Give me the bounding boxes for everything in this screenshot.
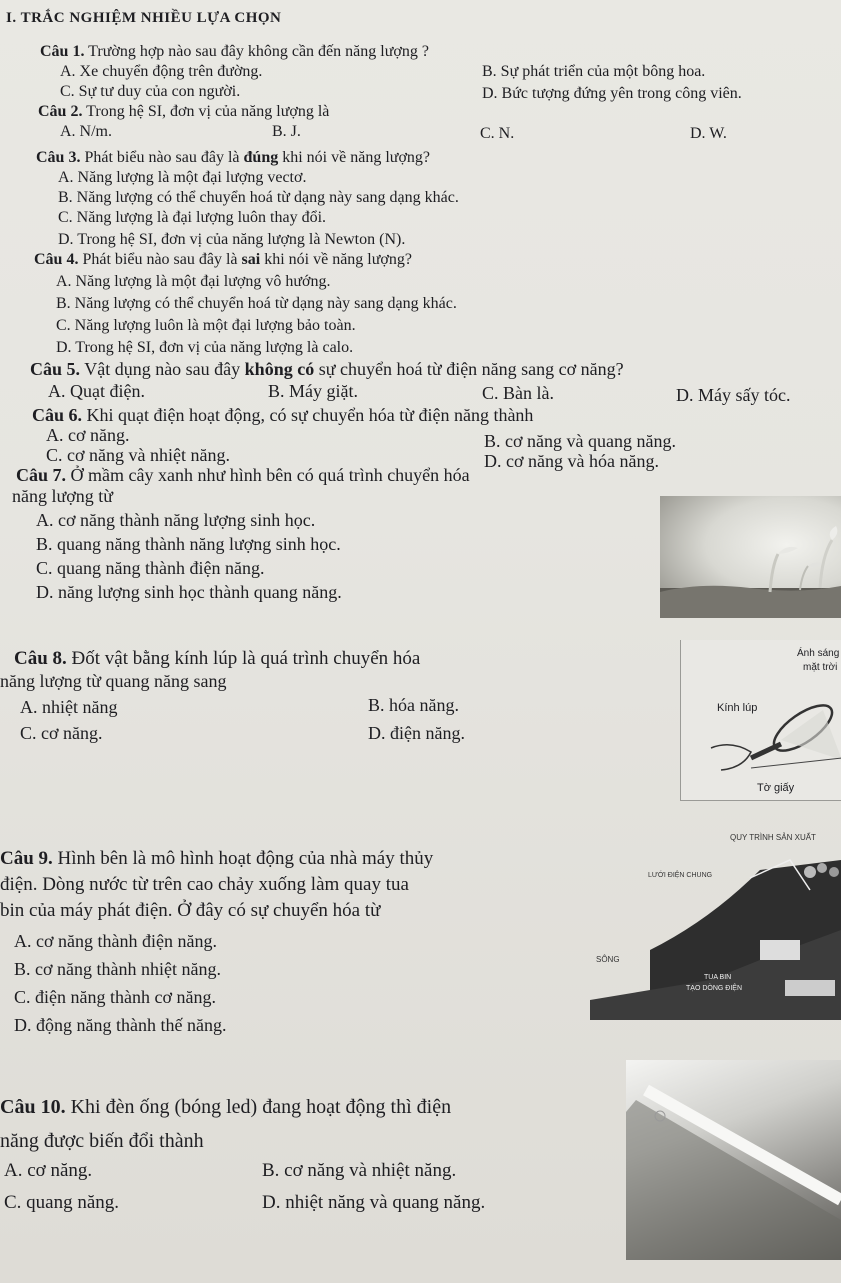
q7-option-b[interactable]: B. quang năng thành năng lượng sinh học.: [36, 534, 341, 554]
q10-option-c[interactable]: C. quang năng.: [4, 1192, 120, 1213]
q4-option-b[interactable]: B. Năng lượng có thể chuyển hoá từ dạng này sang dạng khác.: [56, 295, 457, 312]
q6-option-b[interactable]: B. cơ năng và quang năng.: [484, 431, 676, 451]
q9-text-line2: điện. Dòng nước từ trên cao chảy xuống làm quay tua: [0, 874, 409, 895]
sprout-photo: [660, 496, 841, 618]
q6-option-c[interactable]: C. cơ năng và nhiệt năng.: [46, 445, 230, 465]
q5-option-d[interactable]: D. Máy sấy tóc.: [676, 385, 791, 405]
led-tube-photo: [626, 1060, 841, 1260]
q8-option-b[interactable]: B. hóa năng.: [368, 695, 459, 715]
q-label: Câu 7.: [16, 465, 67, 485]
q-label: Câu 3.: [36, 149, 81, 166]
grid-label: LƯỚI ĐIỆN CHUNG: [648, 872, 713, 879]
q9-option-d[interactable]: D. động năng thành thế năng.: [14, 1015, 227, 1035]
q-text-pre: Vật dụng nào sau đây: [84, 359, 245, 379]
q-text-post: sự chuyển hoá từ điện năng sang cơ năng?: [314, 359, 624, 379]
q-label: Câu 8.: [14, 648, 67, 669]
q-text-em: sai: [241, 251, 261, 268]
q3-option-c[interactable]: C. Năng lượng là đại lượng luôn thay đổi.: [58, 209, 327, 226]
q9-option-c[interactable]: C. điện năng thành cơ năng.: [14, 987, 216, 1007]
river-label: SÔNG: [596, 955, 620, 964]
q4-option-a[interactable]: A. Năng lượng là một đại lượng vô hướng.: [56, 273, 331, 290]
q8-option-a[interactable]: A. nhiệt năng: [20, 697, 118, 717]
q9-text-line3: bin của máy phát điện. Ở đây có sự chuyển hóa từ: [0, 900, 381, 921]
paper-label: Tờ giấy: [757, 782, 795, 794]
q10-option-a[interactable]: A. cơ năng.: [4, 1160, 93, 1181]
led-tube-image: [626, 1060, 841, 1260]
q-text: Ở mầm cây xanh như hình bên có quá trình chuyển hóa: [70, 465, 470, 485]
lens-label: Kính lúp: [717, 702, 758, 714]
q2-option-b[interactable]: B. J.: [272, 123, 301, 140]
q-label: Câu 1.: [40, 43, 85, 60]
q1-option-a[interactable]: A. Xe chuyển động trên đường.: [60, 63, 263, 80]
q5-option-b[interactable]: B. Máy giặt.: [268, 381, 358, 401]
q-label: Câu 4.: [34, 251, 79, 268]
q7-option-d[interactable]: D. năng lượng sinh học thành quang năng.: [36, 582, 342, 602]
section-title: I. TRẮC NGHIỆM NHIỀU LỰA CHỌN: [6, 10, 282, 26]
q2-option-c[interactable]: C. N.: [480, 125, 515, 142]
q-text-em: không có: [244, 359, 315, 379]
question-5: [30, 358, 624, 380]
q5-option-c[interactable]: C. Bàn là.: [482, 383, 554, 403]
q-text: Trường hợp nào sau đây không cần đến năng lượng ?: [88, 43, 429, 60]
q6-option-a[interactable]: A. cơ năng.: [46, 425, 130, 445]
q7-text-line2: năng lượng từ: [12, 486, 114, 506]
q6-option-d[interactable]: D. cơ năng và hóa năng.: [484, 451, 659, 471]
q-label: Câu 6.: [32, 405, 83, 425]
turbine-label: TUA BIN: [704, 974, 732, 981]
q-text-pre: Phát biểu nào sau đây là: [82, 251, 242, 268]
sprout-image: [660, 496, 841, 618]
q8-text-line2: năng lượng từ quang năng sang: [0, 671, 227, 691]
q-label: Câu 10.: [0, 1096, 66, 1118]
hydro-title: QUY TRÌNH SẢN XUẤT: [730, 833, 816, 842]
question-6: [32, 404, 533, 426]
q9-option-a[interactable]: A. cơ năng thành điện năng.: [14, 931, 217, 951]
q-text: Hình bên là mô hình hoạt động của nhà máy thủy: [57, 848, 434, 869]
q-label: Câu 2.: [38, 103, 83, 120]
hydropower-figure: [590, 830, 841, 1020]
q-text-em: đúng: [243, 149, 279, 166]
q10-option-b[interactable]: B. cơ năng và nhiệt năng.: [262, 1160, 457, 1181]
generator-label: TẠO DÒNG ĐIỆN: [686, 985, 743, 992]
q-text: Trong hệ SI, đơn vị của năng lượng là: [86, 103, 330, 120]
q-text: Đốt vật bằng kính lúp là quá trình chuyển hóa: [71, 648, 421, 669]
q-text-pre: Phát biểu nào sau đây là: [84, 149, 244, 166]
q1-option-c[interactable]: C. Sự tư duy của con người.: [60, 83, 241, 100]
question-8: [14, 648, 420, 670]
q-text: Khi đèn ống (bóng led) đang hoạt động thì điện: [70, 1096, 452, 1118]
q8-option-c[interactable]: C. cơ năng.: [20, 723, 103, 743]
q7-option-a[interactable]: A. cơ năng thành năng lượng sinh học.: [36, 510, 316, 530]
q2-option-d[interactable]: D. W.: [690, 125, 727, 142]
q10-option-d[interactable]: D. nhiệt năng và quang năng.: [262, 1192, 486, 1213]
question-9: [0, 848, 433, 870]
q4-option-d[interactable]: D. Trong hệ SI, đơn vị của năng lượng là calo.: [56, 339, 354, 356]
question-2: [38, 102, 329, 122]
question-1: [40, 42, 429, 62]
question-4: [34, 250, 412, 270]
q9-option-b[interactable]: B. cơ năng thành nhiệt năng.: [14, 959, 221, 979]
q-text-post: khi nói về năng lượng?: [278, 149, 431, 166]
q10-text-line2: năng được biến đổi thành: [0, 1130, 204, 1152]
q3-option-a[interactable]: A. Năng lượng là một đại lượng vectơ.: [58, 169, 307, 186]
question-10: [0, 1096, 451, 1118]
q-label: Câu 9.: [0, 848, 53, 869]
sun-label: Ánh sáng: [797, 648, 840, 659]
q8-option-d[interactable]: D. điện năng.: [368, 723, 465, 743]
question-3: [36, 148, 430, 168]
q3-option-b[interactable]: B. Năng lượng có thể chuyển hoá từ dạng này sang dạng khác.: [58, 189, 459, 206]
magnifier-figure: [680, 640, 841, 801]
question-7: [16, 464, 470, 486]
q4-option-c[interactable]: C. Năng lượng luôn là một đại lượng bảo toàn.: [56, 317, 356, 334]
q-text: Khi quạt điện hoạt động, có sự chuyển hóa từ điện năng thành: [86, 405, 534, 425]
q1-option-d[interactable]: D. Bức tượng đứng yên trong công viên.: [482, 85, 742, 102]
q1-option-b[interactable]: B. Sự phát triển của một bông hoa.: [482, 63, 706, 80]
q7-option-c[interactable]: C. quang năng thành điện năng.: [36, 558, 265, 578]
sun-label-line2: mặt trời: [803, 662, 838, 673]
q-text-post: khi nói về năng lượng?: [260, 251, 412, 268]
q5-option-a[interactable]: A. Quạt điện.: [48, 381, 145, 401]
q2-option-a[interactable]: A. N/m.: [60, 123, 112, 140]
q3-option-d[interactable]: D. Trong hệ SI, đơn vị của năng lượng là Newton (N).: [58, 231, 406, 248]
q-label: Câu 5.: [30, 359, 81, 379]
